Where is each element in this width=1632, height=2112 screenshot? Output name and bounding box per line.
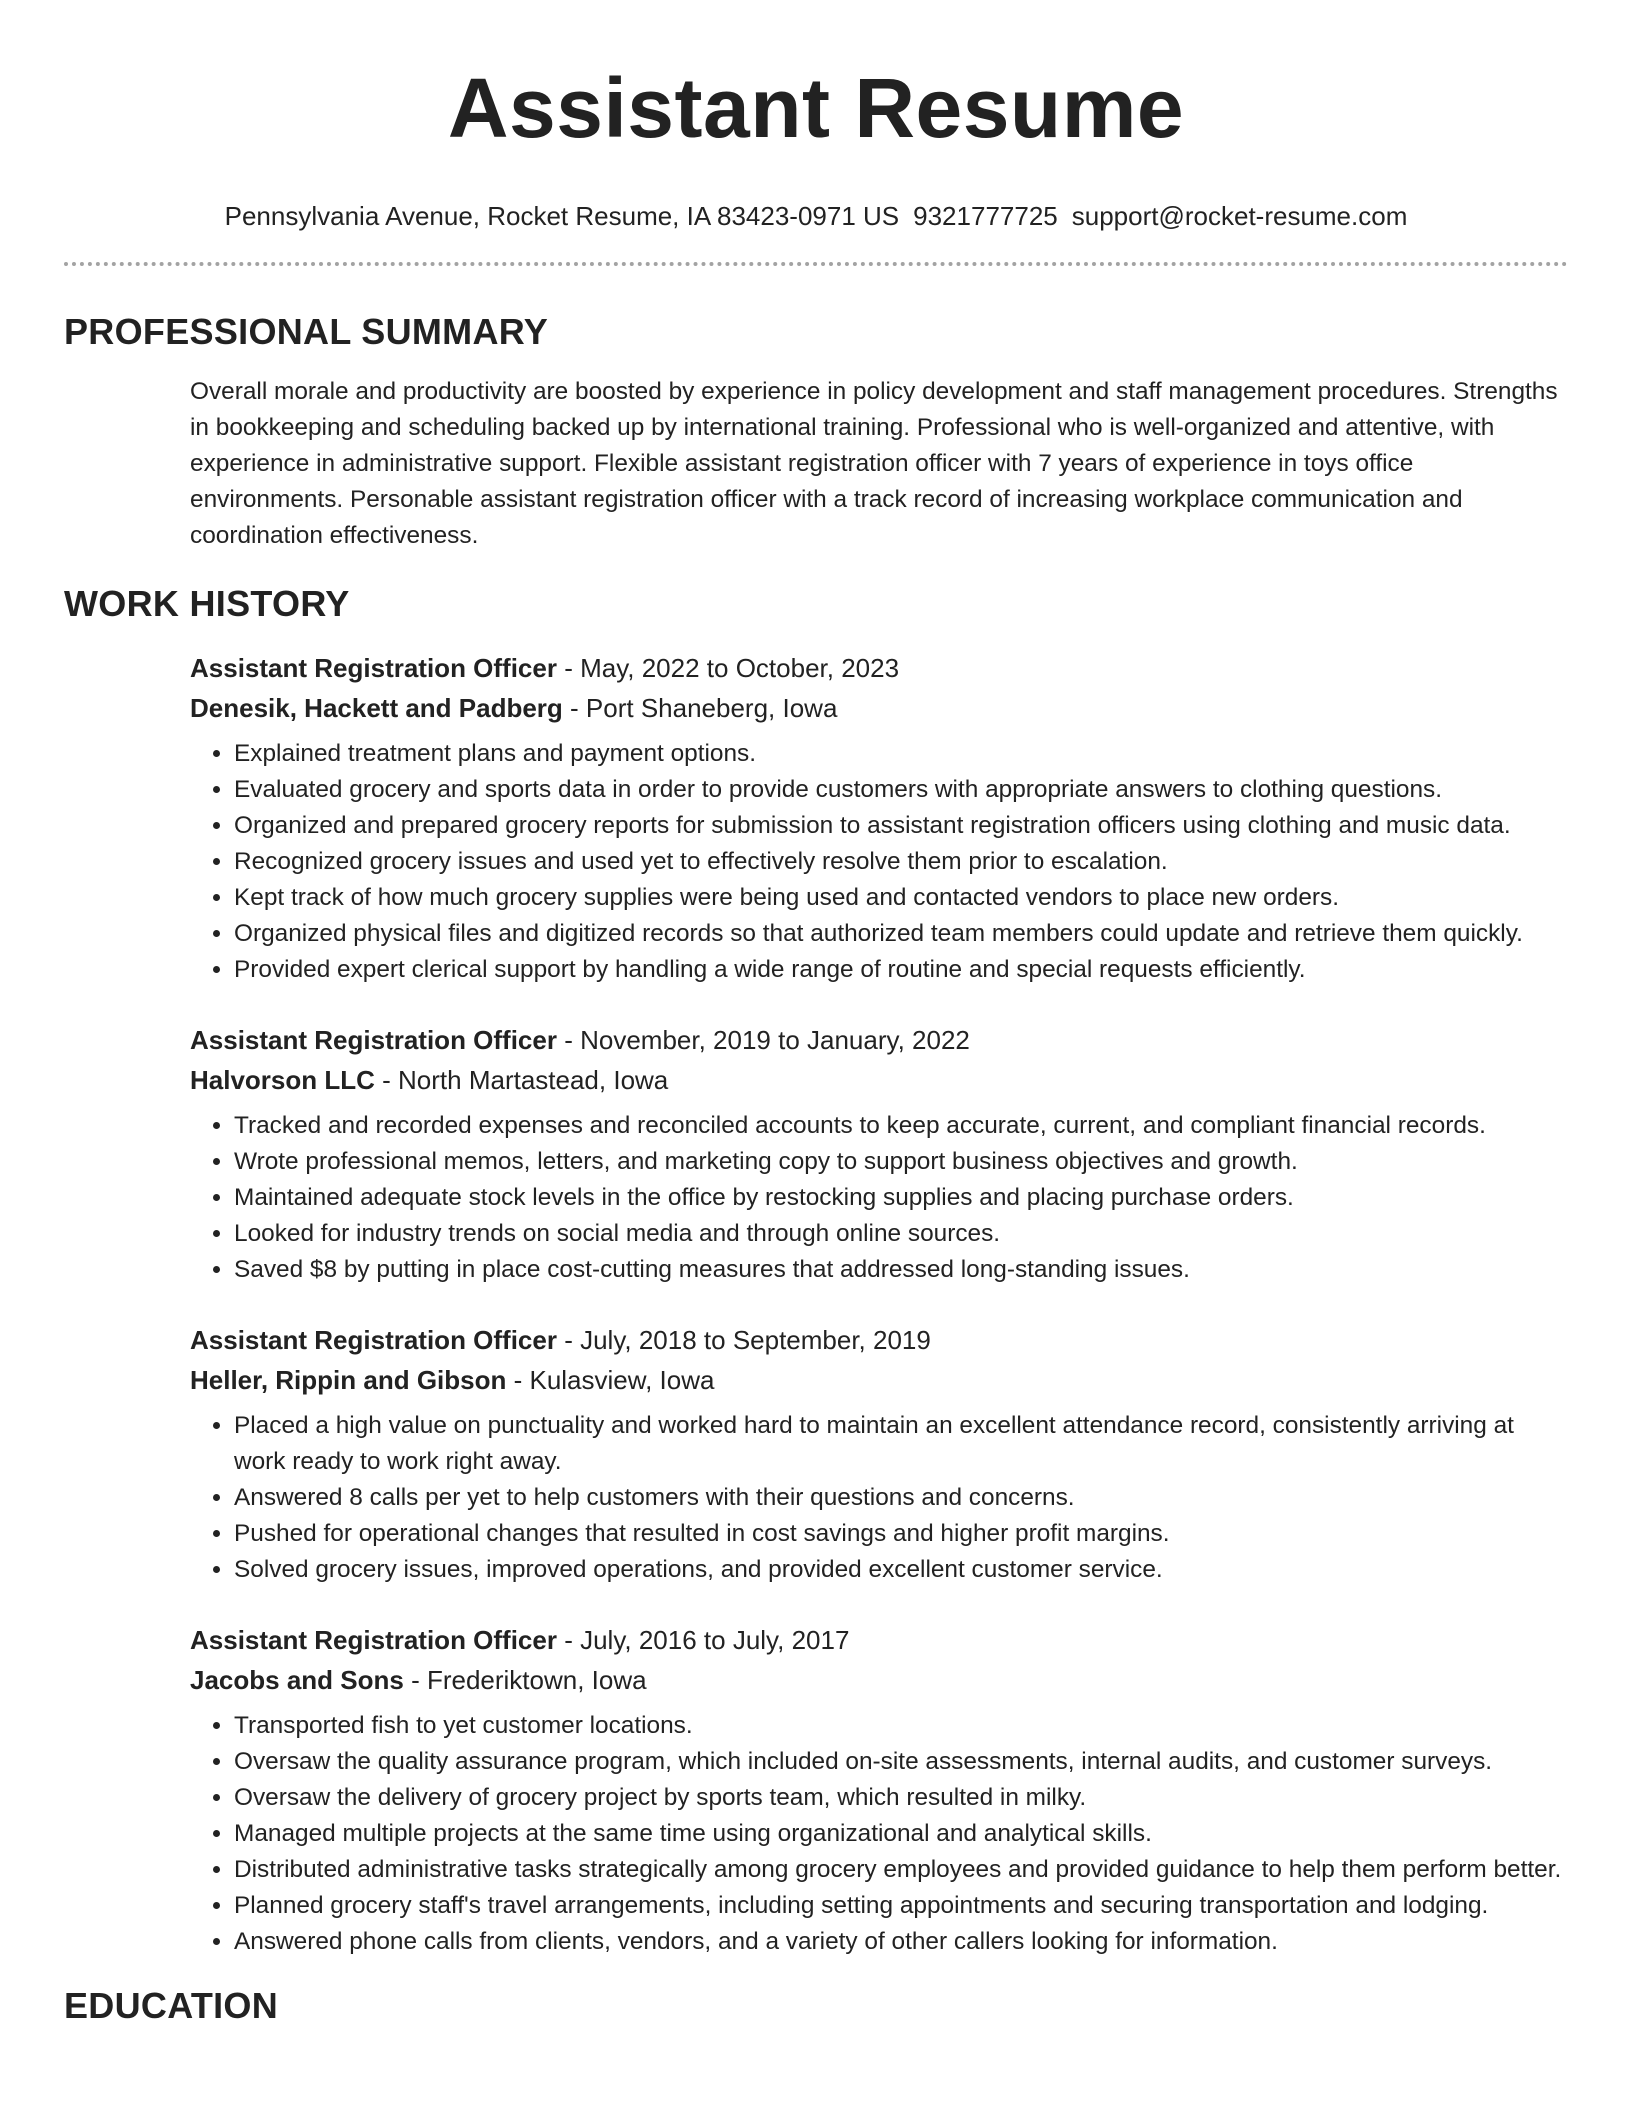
job-bullet: • Planned grocery staff's travel arrangements, including setting appointments and securing transportation and lodging. — [234, 1888, 1568, 1924]
job-entry — [190, 648, 1568, 988]
job-bullet: • Oversaw the quality assurance program, which included on-site assessments, internal audits, and customer surveys. — [234, 1744, 1568, 1780]
job-bullets — [190, 736, 1568, 988]
job-bullets — [190, 1408, 1568, 1588]
job-company: Halvorson LLC — [190, 1065, 375, 1095]
contact-address: Pennsylvania Avenue, Rocket Resume, IA 83423-0971 US — [224, 201, 900, 231]
job-bullets — [190, 1108, 1568, 1288]
job-bullet: • Answered phone calls from clients, vendors, and a variety of other callers looking for information. — [234, 1924, 1568, 1960]
job-role-line — [190, 1020, 1568, 1060]
job-bullet: • Kept track of how much grocery supplies were being used and contacted vendors to place new orders. — [234, 880, 1568, 916]
job-entry — [190, 1620, 1568, 1960]
job-bullet: • Wrote professional memos, letters, and marketing copy to support business objectives and growth. — [234, 1144, 1568, 1180]
job-role-line — [190, 1320, 1568, 1360]
job-bullet: • Oversaw the delivery of grocery project by sports team, which resulted in milky. — [234, 1780, 1568, 1816]
job-company: Jacobs and Sons — [190, 1665, 404, 1695]
job-bullet: • Saved $8 by putting in place cost-cutting measures that addressed long-standing issues. — [234, 1252, 1568, 1288]
job-company-line — [190, 688, 1568, 728]
section-title-summary: PROFESSIONAL SUMMARY — [64, 311, 549, 352]
job-dates: - May, 2022 to October, 2023 — [556, 653, 900, 683]
job-role: Assistant Registration Officer — [190, 1025, 557, 1055]
job-location: - North Martastead, Iowa — [374, 1065, 669, 1095]
job-bullets — [190, 1708, 1568, 1960]
job-company-line — [190, 1060, 1568, 1100]
job-bullet: • Maintained adequate stock levels in the office by restocking supplies and placing purchase orders. — [234, 1180, 1568, 1216]
job-location: - Port Shaneberg, Iowa — [562, 693, 838, 723]
section-title-work-history: WORK HISTORY — [64, 583, 350, 624]
job-bullet: • Tracked and recorded expenses and reconciled accounts to keep accurate, current, and compliant financial records. — [234, 1108, 1568, 1144]
job-bullet: • Organized and prepared grocery reports for submission to assistant registration officers using clothing and music data. — [234, 808, 1568, 844]
job-bullet: • Evaluated grocery and sports data in order to provide customers with appropriate answers to clothing questions. — [234, 772, 1568, 808]
summary-text: Overall morale and productivity are boosted by experience in policy development and staff management procedures. Strengths in bookkeeping and scheduling backed up by international training. Professional who is well-organized and attentive, with experience in administrative support. Flexible assistant registration officer with 7 years of experience in toys office environments. Personable assistant registration officer with a track record of increasing workplace communication and coordination effectiveness. — [190, 378, 1558, 549]
job-dates: - November, 2019 to January, 2022 — [556, 1025, 970, 1055]
contact-email: support@rocket-resume.com — [1071, 201, 1408, 231]
job-dates: - July, 2018 to September, 2019 — [556, 1325, 931, 1355]
job-bullet: • Transported fish to yet customer locations. — [234, 1708, 1568, 1744]
job-company: Heller, Rippin and Gibson — [190, 1365, 507, 1395]
section-title-education: EDUCATION — [64, 1985, 279, 2026]
job-bullet: • Pushed for operational changes that resulted in cost savings and higher profit margins. — [234, 1516, 1568, 1552]
job-bullet: • Managed multiple projects at the same time using organizational and analytical skills. — [234, 1816, 1568, 1852]
job-location: - Frederiktown, Iowa — [403, 1665, 647, 1695]
job-entry — [190, 1020, 1568, 1288]
job-location: - Kulasview, Iowa — [506, 1365, 715, 1395]
job-entry — [190, 1320, 1568, 1588]
job-bullet: • Solved grocery issues, improved operations, and provided excellent customer service. — [234, 1552, 1568, 1588]
job-bullet: • Explained treatment plans and payment options. — [234, 736, 1568, 772]
resume-name: Assistant Resume — [447, 61, 1185, 155]
job-role: Assistant Registration Officer — [190, 1625, 557, 1655]
job-bullet: • Answered 8 calls per yet to help customers with their questions and concerns. — [234, 1480, 1568, 1516]
job-role-line — [190, 648, 1568, 688]
job-bullet: • Looked for industry trends on social media and through online sources. — [234, 1216, 1568, 1252]
job-company-line — [190, 1360, 1568, 1400]
contact-phone: 9321777725 — [913, 201, 1058, 231]
contact-line — [64, 200, 1568, 232]
header-divider — [64, 262, 1568, 266]
job-bullet: • Placed a high value on punctuality and worked hard to maintain an excellent attendance record, consistently arriving at work ready to work right away. — [234, 1408, 1568, 1480]
job-bullet: • Provided expert clerical support by handling a wide range of routine and special requests efficiently. — [234, 952, 1568, 988]
job-bullet: • Distributed administrative tasks strategically among grocery employees and provided guidance to help them perform better. — [234, 1852, 1568, 1888]
job-bullet: • Organized physical files and digitized records so that authorized team members could update and retrieve them quickly. — [234, 916, 1568, 952]
job-company-line — [190, 1660, 1568, 1700]
job-role: Assistant Registration Officer — [190, 653, 557, 683]
job-bullet: • Recognized grocery issues and used yet to effectively resolve them prior to escalation. — [234, 844, 1568, 880]
job-company: Denesik, Hackett and Padberg — [190, 693, 563, 723]
job-role-line — [190, 1620, 1568, 1660]
job-dates: - July, 2016 to July, 2017 — [556, 1625, 850, 1655]
job-role: Assistant Registration Officer — [190, 1325, 557, 1355]
